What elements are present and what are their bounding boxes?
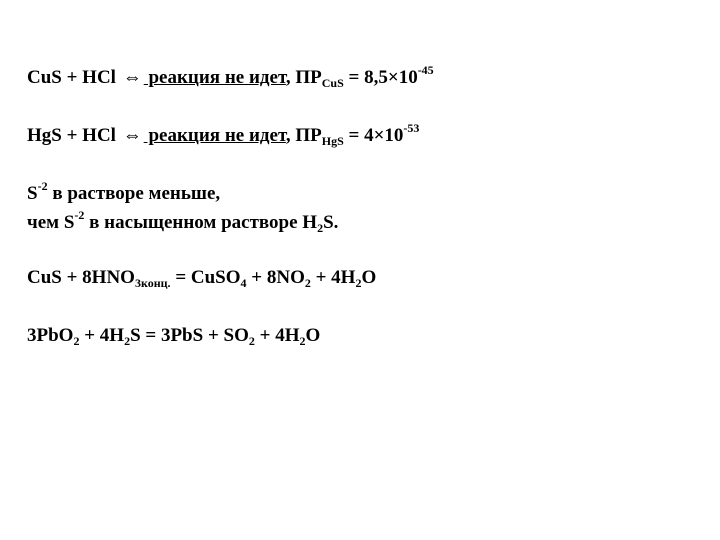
equation-part: = CuSO (170, 267, 241, 288)
comma: , (285, 125, 296, 146)
ksp-equals: = 4 (343, 125, 374, 146)
ksp-exponent: -53 (403, 121, 420, 135)
equation-text: HgS + HCl (27, 125, 121, 146)
no-reaction-note: реакция не идет (143, 67, 286, 88)
subscript: 2 (299, 334, 306, 348)
hgs-hcl-line (27, 122, 419, 147)
subscript: 2 (355, 276, 362, 290)
subscript: 2 (248, 334, 255, 348)
sulfide-symbol: S (27, 183, 38, 204)
statement-text: в насыщенном растворе H (84, 212, 318, 233)
equation-part: + 8NO (246, 267, 305, 288)
equation-part: + 4H (79, 325, 125, 346)
equation-part: CuS + 8HNO (27, 267, 135, 288)
equation-part: O (305, 325, 321, 346)
comma: , (285, 67, 291, 88)
ksp-exponent: -45 (417, 63, 434, 77)
cus-hcl-line (27, 64, 434, 89)
equation-part: + 4H (310, 267, 356, 288)
ksp-equals: = 8,5 (343, 67, 388, 88)
comparison-line (27, 209, 338, 234)
ksp-label: ПР (290, 67, 322, 88)
sulfide-ion-line (27, 180, 220, 203)
charge-superscript: -2 (37, 179, 48, 193)
subscript: 4 (240, 276, 247, 290)
equation-part: 3PbO (27, 325, 74, 346)
cus-hno3-equation (27, 268, 376, 289)
times-sign: × (387, 67, 399, 88)
equation-part: + 4H (254, 325, 300, 346)
times-sign: × (373, 125, 385, 146)
pbo2-h2s-equation (27, 326, 320, 347)
ksp-base: 10 (384, 125, 404, 146)
subscript: 3конц. (134, 276, 171, 290)
ksp-subscript: HgS (321, 134, 344, 148)
ksp-base: 10 (398, 67, 418, 88)
subscript: 2 (124, 334, 131, 348)
statement-text: S. (323, 212, 339, 233)
subscript: 2 (73, 334, 80, 348)
ksp-subscript: CuS (321, 76, 344, 90)
subscript: 2 (317, 221, 324, 235)
charge-superscript: -2 (74, 208, 85, 222)
statement-text: в растворе меньше, (47, 183, 221, 204)
equation-part: S = 3PbS + SO (130, 325, 249, 346)
subscript: 2 (304, 276, 311, 290)
ksp-label: ПР (295, 125, 322, 146)
equation-text: CuS + HCl (27, 67, 121, 88)
reversible-arrow-icon: ⇔ (122, 67, 142, 88)
reversible-arrow-icon: ⇔ (122, 125, 142, 146)
statement-text: чем S (27, 212, 75, 233)
equation-part: O (361, 267, 377, 288)
no-reaction-note: реакция не идет (143, 125, 286, 146)
